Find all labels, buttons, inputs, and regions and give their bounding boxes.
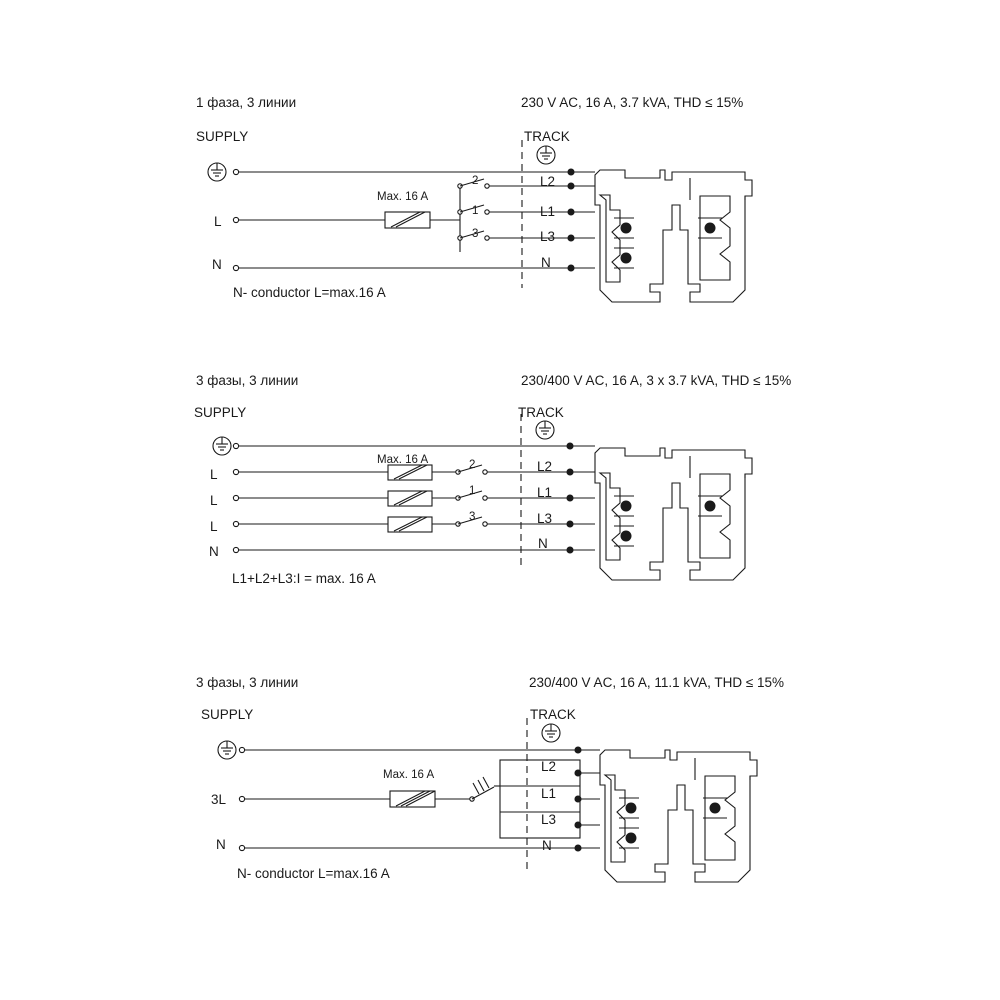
diagram-three-phase-3-line-a [0,278,1000,618]
terminal-dot-icon [568,169,574,175]
diagram-3-terminal-label-N: N [216,837,226,852]
terminal-dot-icon [567,521,573,527]
diagram-2-terminal-label-L-3: L [210,519,218,534]
terminal-dot-icon [567,495,573,501]
terminal-dot-icon [233,217,238,222]
earth-ground-icon [213,437,231,455]
terminal-dot-icon [233,495,238,500]
diagram-1-switch-number-2: 2 [472,175,479,187]
diagram-1-fuse-label: Max. 16 A [377,191,429,203]
diagram-1-note: N- conductor L=max.16 A [233,285,386,300]
terminal-dot-icon [567,547,573,553]
diagram-2-track-conductor-N: N [538,536,548,551]
diagram-2-terminal-label-N: N [209,544,219,559]
terminal-dot-icon [567,443,573,449]
terminal-dot-icon [233,265,238,270]
diagram-2-supply-label: SUPPLY [194,405,247,420]
terminal-dot-icon [239,845,244,850]
diagram-1-track-conductor-N: N [541,255,551,270]
terminal-dot-icon [233,521,238,526]
diagram-1-switch-number-1: 1 [472,205,479,217]
diagram-2-track-conductor-L1: L1 [537,485,553,500]
terminal-dot-icon [568,265,574,271]
terminal-dot-icon [233,169,238,174]
terminal-dot-icon [575,796,581,802]
terminal-dot-icon [568,183,574,189]
switch-icon [458,465,482,524]
track-profile-icon [595,448,752,580]
earth-ground-icon-track [537,146,555,164]
earth-ground-icon-track [542,724,560,742]
terminal-dot-icon [568,209,574,215]
fuse-icon [390,791,435,807]
fuse-icon [388,465,432,532]
terminal-dot-icon [575,747,581,753]
diagram-2-track-conductor-L2: L2 [537,459,553,474]
terminal-dot-icon [233,547,238,552]
terminal-dot-icon [239,747,244,752]
terminal-dot-icon [568,235,574,241]
diagram-3-track-conductor-N: N [542,838,552,853]
switch-icon [460,179,484,238]
fuse-icon [385,212,430,228]
diagram-2-graphics [0,278,1000,618]
diagram-2-fuse-label: Max. 16 A [377,454,429,466]
switch-icon [470,777,494,801]
diagram-2-switch-number-1: 1 [469,485,476,497]
earth-ground-icon [208,163,226,181]
diagram-3-fuse-label: Max. 16 A [383,769,435,781]
terminal-dot-icon [575,845,581,851]
diagram-1-terminal-label-L: L [214,214,222,229]
diagram-2-switch-number-3: 3 [469,511,476,523]
diagram-1-switch-number-3: 3 [472,228,479,240]
terminal-dot-icon [567,469,573,475]
diagram-2-heading-right: 230/400 V AC, 16 A, 3 x 3.7 kVA, THD ≤ 15% [521,373,792,388]
terminal-dot-icon [575,822,581,828]
diagram-3-note: N- conductor L=max.16 A [237,866,390,881]
diagram-three-phase-3-line-b [0,580,1000,920]
diagram-2-track-conductor-L3: L3 [537,511,553,526]
diagram-1-supply-label: SUPPLY [196,129,249,144]
diagram-3-track-conductor-L1: L1 [541,786,557,801]
earth-ground-icon [218,741,236,759]
diagram-2-switch-number-2: 2 [469,459,476,471]
diagram-3-heading-left: 3 фазы, 3 линии [196,675,299,690]
terminal-dot-icon [233,469,238,474]
diagram-1-track-conductor-L3: L3 [540,229,556,244]
diagram-1-heading-left: 1 фаза, 3 линии [196,95,297,110]
diagram-3-track-conductor-L3: L3 [541,812,557,827]
diagram-2-heading-left: 3 фазы, 3 линии [196,373,299,388]
terminal-dot-icon [575,770,581,776]
diagram-1-heading-right: 230 V AC, 16 A, 3.7 kVA, THD ≤ 15% [521,95,744,110]
diagram-3-supply-label: SUPPLY [201,707,254,722]
diagram-3-heading-right: 230/400 V AC, 16 A, 11.1 kVA, THD ≤ 15% [529,675,785,690]
earth-ground-icon-track [536,421,554,439]
diagram-3-terminal-label-3L: 3L [211,792,227,807]
diagram-3-track-label: TRACK [530,707,576,722]
diagram-1-track-conductor-L2: L2 [540,174,556,189]
diagram-3-graphics [0,580,1000,920]
diagram-1-track-conductor-L1: L1 [540,204,556,219]
diagram-1-track-label: TRACK [524,129,570,144]
terminal-dot-icon [233,443,238,448]
diagram-2-note: L1+L2+L3:I = max. 16 A [232,571,376,586]
diagram-2-terminal-label-L-1: L [210,467,218,482]
diagram-2-terminal-label-L-2: L [210,493,218,508]
track-profile-icon [600,750,757,882]
terminal-dot-icon [239,796,244,801]
diagram-3-track-conductor-L2: L2 [541,759,557,774]
diagram-1-terminal-label-N: N [212,257,222,272]
diagram-2-track-label: TRACK [518,405,564,420]
